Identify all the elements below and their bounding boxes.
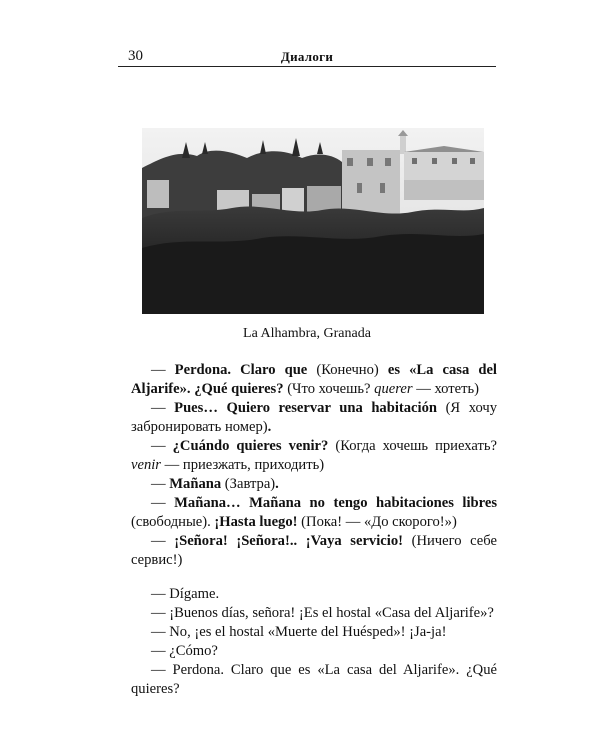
dialog-run: Pues… Quiero reservar una habitación: [174, 400, 438, 416]
dialog-line: — Perdona. Claro que es «La casa del Aljarife». ¿Qué quieres?: [131, 662, 497, 697]
dialog-run: (Завтра): [221, 476, 276, 492]
dialog-run: .: [275, 476, 279, 492]
dialog-run: Mañana: [169, 476, 222, 492]
dialog-line: — Dígame.: [151, 586, 220, 602]
dialog-run: — хотеть): [412, 381, 480, 397]
dialog-run: Mañana… Mañana no tengo habitaciones libres: [174, 495, 498, 511]
dialog-run: venir: [131, 457, 161, 473]
page-number: 30: [128, 48, 143, 64]
dialog-line: [131, 361, 497, 399]
dialog-run: Perdona. Claro que: [174, 362, 308, 378]
dialog-run: —: [151, 476, 170, 492]
figure-caption: La Alhambra, Granada: [243, 326, 371, 341]
dialog-line: [131, 437, 497, 475]
dialog-run: —: [151, 495, 175, 511]
dialog-run: (Конечно): [307, 362, 388, 378]
dialog-run: querer: [374, 381, 413, 397]
dialog-run: es «La casa del Aljarife». ¿Qué quieres?: [131, 362, 497, 397]
running-title: Диалоги: [280, 49, 334, 64]
dialog-run: ¡Señora! ¡Señora!.. ¡Vaya servicio!: [174, 533, 403, 549]
dialog-block-2: [131, 585, 497, 699]
dialog-line: — ¿Cómo?: [151, 643, 218, 659]
dialog-run: .: [267, 419, 272, 435]
dialog-run: —: [151, 438, 173, 454]
dialog-run: (Ничего себе сервис!): [131, 533, 497, 568]
dialog-run: — приезжать, приходить): [161, 457, 325, 473]
dialog-line: — ¡Buenos días, señora! ¡Es el hostal «Casa del Aljarife»?: [151, 605, 494, 621]
dialog-run: —: [151, 400, 175, 416]
dialog-run: ¿Cuándo quieres venir?: [172, 438, 329, 454]
dialog-run: (Я хочу забронировать номер): [131, 400, 498, 435]
dialog-line: [131, 399, 497, 437]
dialog-run: (Когда хочешь приехать?: [328, 438, 497, 454]
dialog-line: — No, ¡es el hostal «Muerte del Huésped»! ¡Ja-ja!: [151, 624, 447, 640]
dialog-run: (Пока! — «До скорого!»): [297, 514, 457, 530]
dialog-line: [131, 475, 497, 494]
dialog-run: —: [151, 533, 175, 549]
dialog-run: —: [151, 362, 175, 378]
dialog-run: (свободные).: [131, 514, 215, 530]
dialog-run: ¡Hasta luego!: [214, 514, 298, 530]
page-header: [118, 44, 496, 67]
dialog-run: (Что хочешь?: [283, 381, 375, 397]
alhambra-photo: [142, 128, 484, 314]
dialog-line: [131, 494, 497, 532]
dialog-block-1: [131, 361, 497, 570]
dialog-line: [131, 532, 497, 570]
